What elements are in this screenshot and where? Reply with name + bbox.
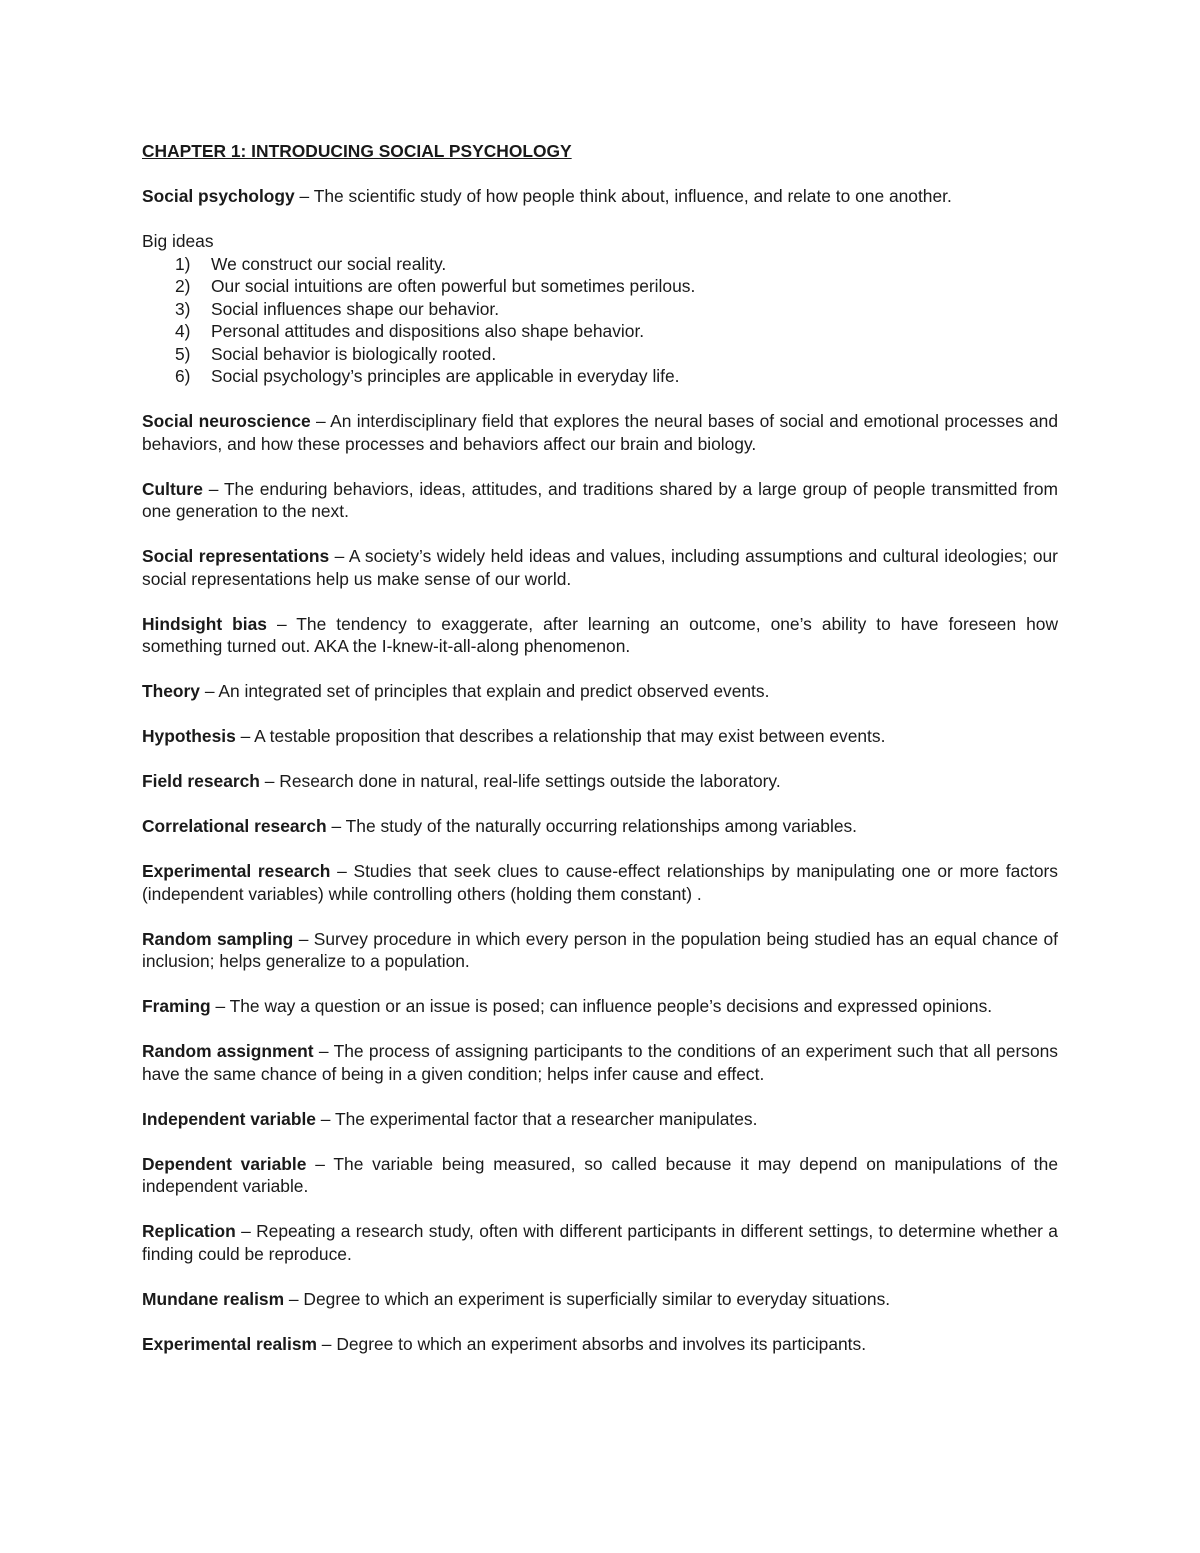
- list-item: [142, 320, 1058, 343]
- definition-separator: –: [329, 546, 349, 566]
- definition-separator: –: [310, 411, 331, 431]
- definition-separator: –: [199, 681, 219, 701]
- definition-separator: –: [306, 1153, 334, 1174]
- definition-term: Social neuroscience: [142, 411, 311, 431]
- definition-text: An interdisciplinary field that explores the neural bases of social and emotional processes and behaviors, and how these processes and behaviors affect our brain and biology.: [142, 411, 1058, 454]
- definition-term: Experimental research: [142, 861, 331, 881]
- definition-term: Hypothesis: [142, 726, 236, 746]
- definition-term: Field research: [142, 771, 260, 791]
- definition-text: An integrated set of principles that explain and predict observed events.: [218, 681, 770, 701]
- definition-separator: –: [294, 186, 314, 206]
- definition-term: Random assignment: [142, 1041, 314, 1061]
- definition-text: Survey procedure in which every person in the population being studied has an equal chance of inclusion; helps generalize to a population.: [142, 928, 1058, 971]
- definition-separator: –: [210, 996, 230, 1016]
- definition-term: Replication: [142, 1221, 236, 1241]
- definition-text: The way a question or an issue is posed; can influence people’s decisions and expressed opinions.: [229, 996, 993, 1016]
- definition-culture: [142, 478, 1058, 523]
- definition-separator: –: [293, 928, 314, 949]
- definition-social-neuroscience: [142, 410, 1058, 455]
- definition-hypothesis: [142, 725, 1058, 748]
- definition-text: Studies that seek clues to cause-effect relationships by manipulating one or more factors (independent variables) while controlling others (holding them constant) .: [142, 861, 1058, 904]
- definition-mundane-realism: [142, 1288, 1058, 1311]
- definition-term: Framing: [142, 996, 211, 1016]
- definition-term: Random sampling: [142, 928, 294, 949]
- definition-field-research: [142, 770, 1058, 793]
- definitions-list: [142, 410, 1058, 1355]
- definition-text: The tendency to exaggerate, after learning an outcome, one’s ability to have foreseen how something turned out. AKA the I-knew-it-all-along phenomenon.: [142, 613, 1058, 656]
- list-text: We construct our social reality.: [211, 253, 447, 274]
- list-number: 2): [175, 276, 191, 296]
- definition-separator: –: [235, 1221, 257, 1241]
- definition-separator: –: [316, 1333, 337, 1354]
- definition-separator: –: [259, 771, 280, 791]
- definition-independent-variable: [142, 1108, 1058, 1131]
- list-item: [142, 365, 1058, 388]
- definition-experimental-research: [142, 860, 1058, 905]
- definition-social-representations: [142, 545, 1058, 590]
- list-number: 3): [175, 298, 191, 319]
- definition-experimental-realism: [142, 1333, 1058, 1356]
- definition-theory: [142, 680, 1058, 703]
- definition-term: Social psychology: [142, 186, 295, 206]
- definition-term: Theory: [142, 681, 200, 701]
- definition-text: The experimental factor that a researcher manipulates.: [334, 1108, 758, 1129]
- definition-term: Dependent variable: [142, 1153, 307, 1174]
- definition-term: Independent variable: [142, 1108, 316, 1129]
- list-item: [142, 298, 1058, 321]
- definition-text: The study of the naturally occurring relationships among variables.: [345, 816, 858, 836]
- definition-term: Mundane realism: [142, 1288, 285, 1309]
- chapter-title: CHAPTER 1: INTRODUCING SOCIAL PSYCHOLOGY: [142, 141, 572, 161]
- definition-text: The enduring behaviors, ideas, attitudes, and traditions shared by a large group of people transmitted from one generation to the next.: [142, 478, 1058, 521]
- definition-separator: –: [235, 726, 255, 746]
- definition-text: A society’s widely held ideas and values, including assumptions and cultural ideologies; our social representations help us make sense of our world.: [142, 546, 1058, 589]
- definition-term: Experimental realism: [142, 1333, 317, 1354]
- definition-random-assignment: [142, 1040, 1058, 1085]
- definition-replication: [142, 1220, 1058, 1265]
- list-text: Personal attitudes and dispositions also shape behavior.: [211, 321, 645, 341]
- definition-dependent-variable: [142, 1153, 1058, 1198]
- definition-social-psychology: [142, 185, 1058, 208]
- list-item: [142, 343, 1058, 366]
- definition-text: Research done in natural, real-life settings outside the laboratory.: [279, 771, 781, 791]
- definition-separator: –: [326, 816, 346, 836]
- big-ideas-label: Big ideas: [142, 231, 214, 251]
- big-ideas-list: [142, 253, 1058, 388]
- definition-term: Social representations: [142, 546, 330, 566]
- definition-text: Degree to which an experiment is superficially similar to everyday situations.: [303, 1288, 891, 1309]
- definition-correlational-research: [142, 815, 1058, 838]
- list-number: 5): [175, 343, 191, 364]
- list-text: Social psychology’s principles are applicable in everyday life.: [211, 366, 680, 386]
- list-number: 6): [175, 366, 191, 386]
- definition-term: Correlational research: [142, 816, 327, 836]
- list-item: [142, 253, 1058, 276]
- list-number: 1): [175, 253, 191, 274]
- definition-separator: –: [330, 861, 354, 881]
- definition-text: The scientific study of how people think about, influence, and relate to one another.: [313, 186, 952, 206]
- definition-term: Culture: [142, 478, 203, 499]
- list-item: [142, 275, 1058, 298]
- definition-separator: –: [313, 1041, 334, 1061]
- definition-text: The variable being measured, so called because it may depend on manipulations of the independent variable.: [142, 1153, 1058, 1196]
- definition-framing: [142, 995, 1058, 1018]
- definition-separator: –: [266, 613, 297, 634]
- definition-text: A testable proposition that describes a relationship that may exist between events.: [254, 726, 886, 746]
- definition-random-sampling: [142, 928, 1058, 973]
- definition-text: Repeating a research study, often with different participants in different settings, to determine whether a finding could be reproduce.: [142, 1221, 1058, 1264]
- list-number: 4): [175, 321, 191, 341]
- list-text: Social behavior is biologically rooted.: [211, 343, 497, 364]
- definition-hindsight-bias: [142, 613, 1058, 658]
- document-page: [142, 140, 1058, 1378]
- definition-separator: –: [202, 478, 224, 499]
- list-text: Social influences shape our behavior.: [211, 298, 500, 319]
- definition-text: Degree to which an experiment absorbs and involves its participants.: [336, 1333, 867, 1354]
- list-text: Our social intuitions are often powerful but sometimes perilous.: [211, 276, 696, 296]
- definition-term: Hindsight bias: [142, 613, 267, 634]
- definition-text: The process of assigning participants to the conditions of an experiment such that all persons have the same chance of being in a given condition; helps infer cause and effect.: [142, 1041, 1058, 1084]
- definition-separator: –: [315, 1108, 335, 1129]
- definition-separator: –: [284, 1288, 304, 1309]
